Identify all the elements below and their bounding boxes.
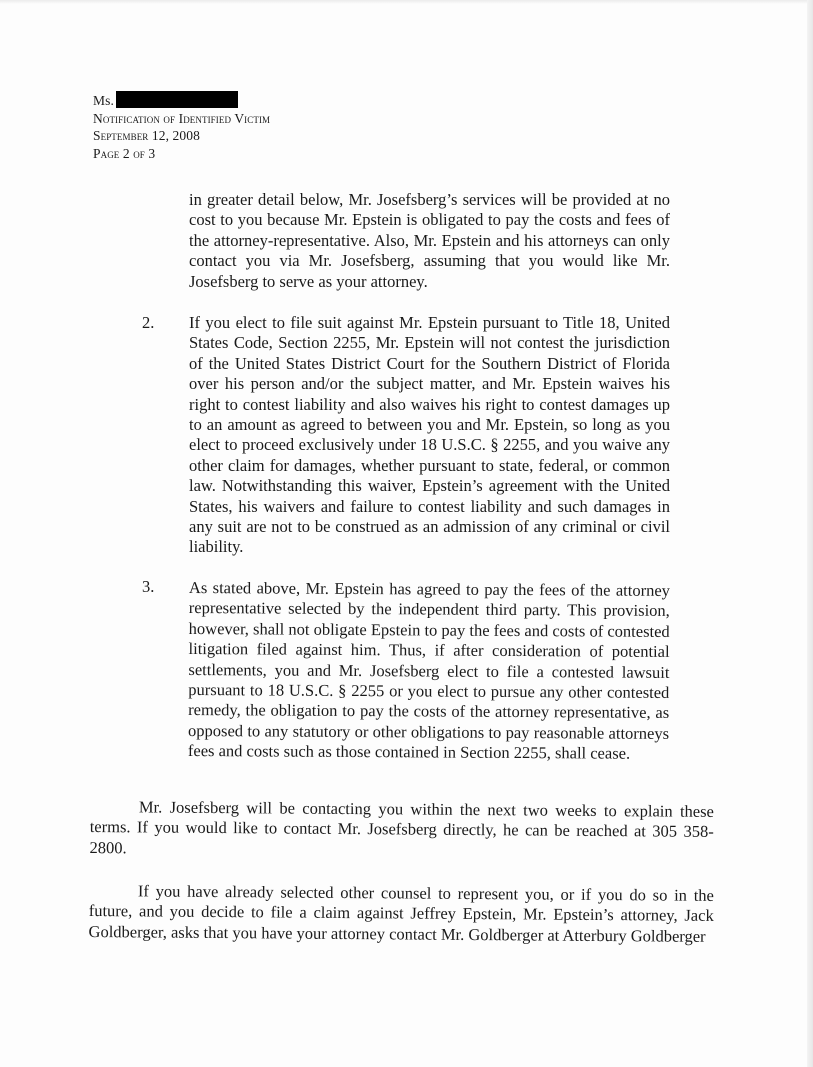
header-date: September 12, 2008 <box>93 128 200 143</box>
item-text: If you elect to file suit against Mr. Epstein pursuant to Title 18, United States Code, Section 2255, Mr. Epstein will not contest the jurisdiction of the United States District Court for the Southern District of Florida over his person and/or the subject matter, and Mr. Epstein waives his right to contest liability and also waives his right to contest damages up to an amount as agreed to between you and Mr. Epstein, so long as you elect to proceed exclusively under 18 U.S.C. § 2255, and you waive any other claim for damages, whether pursuant to state, federal, or common law. Notwithstanding this waiver, Epstein’s agreement with the United States, his waivers and failure to contest liability and such damages in any suit are not to be construed as an admission of any criminal or civil liability. <box>189 313 670 557</box>
scan-edge-top <box>0 0 813 4</box>
counsel-paragraph: If you have already selected other counsel to represent you, or if you do so in the future, and you decide to file a claim against Jeffrey Epstein, Mr. Epstein’s attorney, Jack Goldberger, asks that you have your attorney contact Mr. Goldberger at Atterbury Goldberger <box>88 881 714 946</box>
continued-paragraph: in greater detail below, Mr. Josefsberg’s services will be provided at no cost to you because Mr. Epstein is obligated to pay the costs and fees of the attorney-representative. Also, Mr. Epstein and his attorneys can only contact you via Mr. Josefsberg, assuming that you would like Mr. Josefsberg to serve as your attorney. <box>189 190 670 291</box>
contact-paragraph: Mr. Josefsberg will be contacting you within the next two weeks to explain these terms. If you would like to contact Mr. Josefsberg directly, he can be reached at 305 358-2800. <box>89 797 714 858</box>
letter-header <box>93 91 270 162</box>
item-text: As stated above, Mr. Epstein has agreed to pay the fees of the attorney representative selected by the independent third party. This provision, however, shall not obligate Epstein to pay the fees and costs of contested litigation filed against him. Thus, if after consideration of potential settlements, you and Mr. Josefsberg elect to file a contested lawsuit pursuant to 18 U.S.C. § 2255 or you elect to pursue any other contested remedy, the obligation to pay the costs of the attorney representative, as opposed to any statutory or other obligations to pay reasonable attorneys fees and costs such as those contained in Section 2255, shall cease. <box>187 578 670 763</box>
header-recipient-line <box>93 91 270 110</box>
redaction-bar <box>116 91 238 108</box>
scan-edge-right <box>807 0 813 1067</box>
item-number: 3. <box>142 577 155 596</box>
header-page-number: Page 2 of 3 <box>93 145 156 161</box>
header-salutation: Ms. <box>93 93 114 108</box>
item-number: 2. <box>142 313 155 332</box>
header-subject: Notification of Identified Victim <box>93 110 271 126</box>
